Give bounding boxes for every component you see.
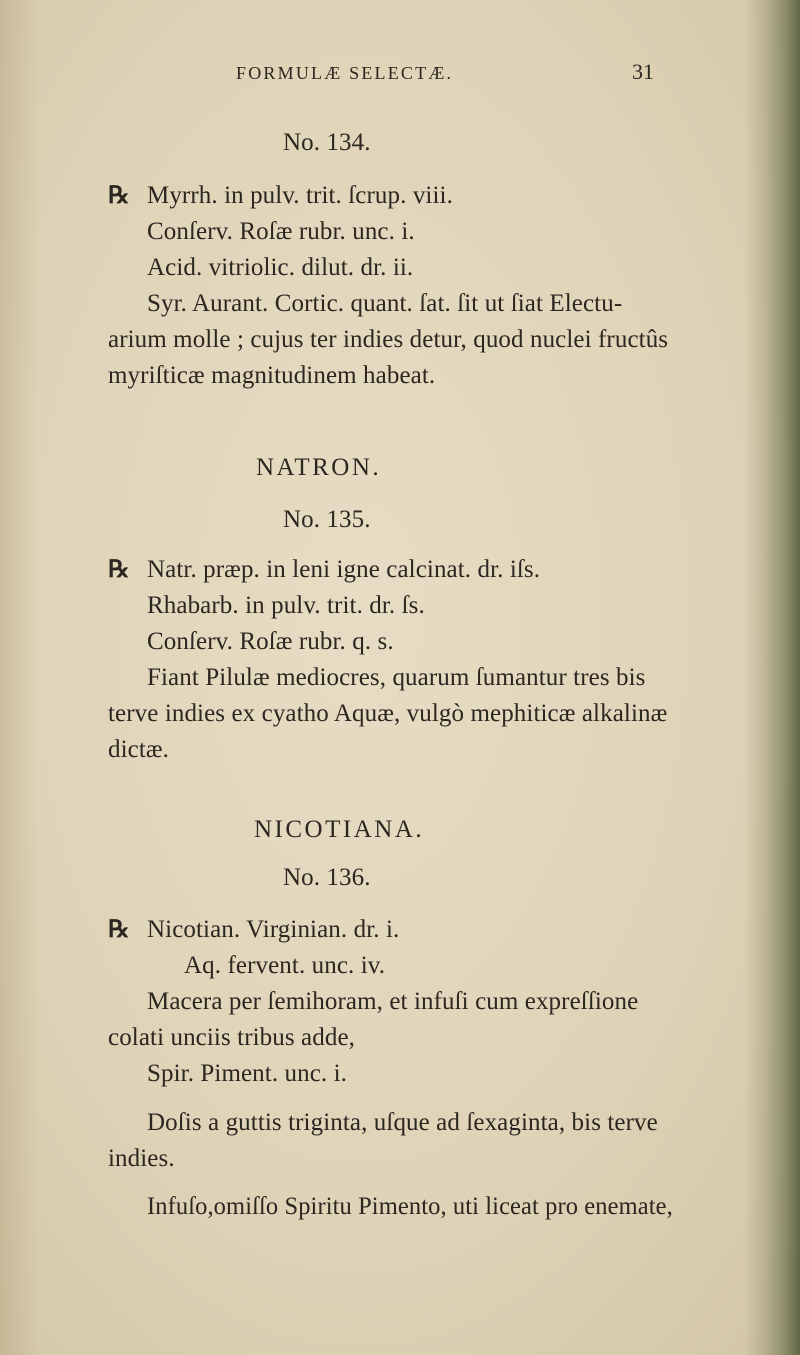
section-heading-nicotiana: NICOTIANA.	[254, 816, 425, 843]
rx-symbol-136: ℞	[108, 917, 130, 943]
recipe-136-line-4: colati unciis tribus adde,	[108, 1024, 355, 1051]
page-number: 31	[632, 59, 654, 84]
recipe-135-line-5: terve indies ex cyatho Aquæ, vulgò mephiticæ alkalinæ	[108, 700, 668, 727]
recipe-134-line-6: myriſticæ magnitudinem habeat.	[108, 362, 436, 389]
recipe-135-line-1: Natr. præp. in leni igne calcinat. dr. iſs.	[147, 556, 541, 583]
running-head	[236, 60, 664, 90]
recipe-136-line-8: Infuſo,omiſſo Spiritu Pimento, uti liceat pro enemate,	[147, 1193, 673, 1220]
recipe-136-line-6: Doſis a guttis triginta, uſque ad ſexaginta, bis terve	[147, 1109, 658, 1136]
recipe-number-135: No. 135.	[283, 506, 371, 533]
recipe-134-line-2: Conſerv. Roſæ rubr. unc. i.	[147, 218, 415, 245]
recipe-136-line-1: Nicotian. Virginian. dr. i.	[147, 916, 400, 943]
recipe-number-136: No. 136.	[283, 864, 371, 891]
recipe-135-line-4: Fiant Pilulæ mediocres, quarum ſumantur tres bis	[147, 664, 646, 691]
recipe-number-134: No. 134.	[283, 129, 371, 156]
recipe-134-line-4: Syr. Aurant. Cortic. quant. ſat. ſit ut ſiat Electu-	[147, 290, 623, 317]
recipe-135-line-3: Conſerv. Roſæ rubr. q. s.	[147, 628, 394, 655]
running-head-title: FORMULÆ SELECTÆ.	[236, 63, 454, 83]
recipe-136-line-2: Aq. fervent. unc. iv.	[184, 952, 386, 979]
recipe-134-line-5: arium molle ; cujus ter indies detur, quod nuclei fructûs	[108, 326, 669, 353]
recipe-134-line-1: Myrrh. in pulv. trit. ſcrup. viii.	[147, 182, 453, 209]
recipe-136-line-5: Spir. Piment. unc. i.	[147, 1060, 348, 1087]
rx-symbol-134: ℞	[108, 183, 130, 209]
section-heading-natron: NATRON.	[256, 454, 382, 481]
page-left-shadow	[0, 0, 40, 1355]
recipe-135-line-6: dictæ.	[108, 736, 170, 763]
rx-symbol-135: ℞	[108, 557, 130, 583]
page-right-edge-stain	[744, 0, 800, 1355]
recipe-135-line-2: Rhabarb. in pulv. trit. dr. ſs.	[147, 592, 425, 619]
recipe-134-line-3: Acid. vitriolic. dilut. dr. ii.	[147, 254, 414, 281]
recipe-136-line-3: Macera per ſemihoram, et infuſi cum expreſſione	[147, 988, 639, 1015]
recipe-136-line-7: indies.	[108, 1145, 175, 1172]
